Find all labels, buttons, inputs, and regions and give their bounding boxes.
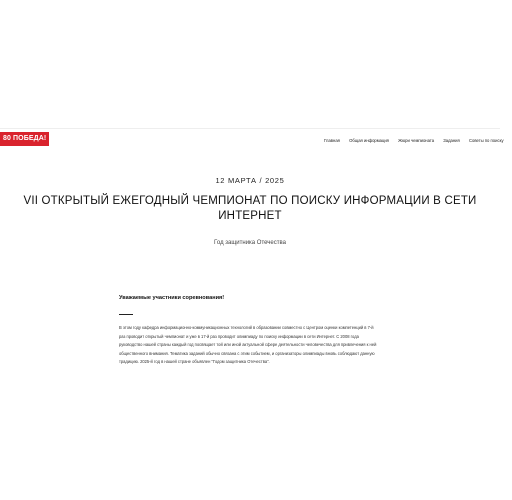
header-divider [0,128,500,129]
nav-item-jury[interactable]: Жюри чемпионата [398,138,435,143]
section-divider [119,314,133,315]
nav-item-home[interactable]: Главная [324,138,340,143]
greeting-heading: Уважаемые участники соревнования! [119,295,225,301]
article-subtitle: Год защитника Отечества [214,240,286,246]
nav-item-tasks[interactable]: Задания [443,138,460,143]
article-body: В этом году кафедра информационно-коммуникационных технологий в образовании совместно с Центром оценки компетенций в 7-й раз проводит открытый чемпионат и уже в 17-й раз проводит олимпиаду по поиску информации в сети Интернет. С 2008 года руководство нашей страны каждый год посвящает той или иной актуальной сфере деятельности человечества для привлечения к ней общественного внимания. Тематика заданий обычно связана с этим событием, и организаторы олимпиады вновь соблюдают данную традицию. 2025-й год в нашей стране объявлен "Годом защитника Отечества". [119,325,377,365]
nav-item-general-info[interactable]: Общая информация [349,138,389,143]
main-nav [324,137,504,145]
nav-item-search-tips[interactable]: Советы по поиску [468,138,504,143]
article-date: 12 МАРТА / 2025 [215,176,285,185]
page-title: VII ОТКРЫТЫЙ ЕЖЕГОДНЫЙ ЧЕМПИОНАТ ПО ПОИСКУ ИНФОРМАЦИИ В СЕТИ ИНТЕРНЕТ [23,195,477,222]
site-logo[interactable]: 80 ПОБЕДА! [0,132,49,146]
